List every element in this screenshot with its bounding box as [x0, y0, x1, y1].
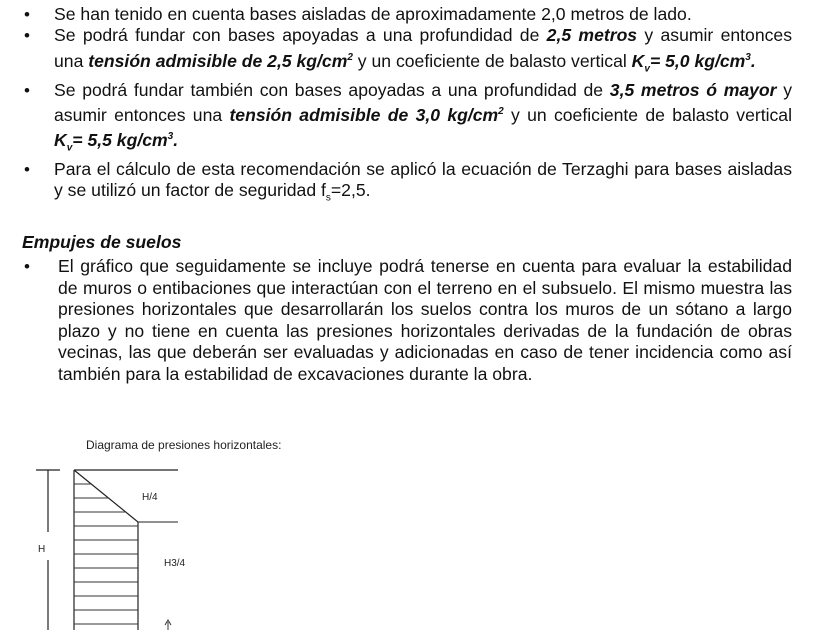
- wall-outline: [74, 470, 178, 630]
- label-h: H: [38, 544, 46, 555]
- bullet-item-bases: • Se han tenido en cuenta bases aisladas de aproximadamente 2,0 metros de lado.: [22, 4, 792, 25]
- pressure-diagram: [28, 462, 228, 630]
- bullet-list-earth-pressure: [22, 256, 792, 386]
- bullet-item-depth-2-5: • Se podrá fundar con bases apoyadas a una profundidad de 2,5 metros y asumir entonces una tensión admisible de 2,5 $kg/cm^2$ y un coeficiente de balasto vertical $K_v= 5,0$ $kg/cm^3$.: [22, 25, 792, 79]
- quarter-height-marker: [138, 522, 178, 630]
- pressure-hatching: [74, 484, 138, 624]
- section-title: Empujes de suelos: [22, 232, 182, 252]
- label-h-quarter: H/4: [142, 492, 158, 503]
- bullet-item-earth-pressure: • El gráfico que seguidamente se incluye podrá tenerse en cuenta para evaluar la estabilidad de muros o entibaciones que interactúan con el terreno en el subsuelo. El mismo muestra las presiones horizontales que desarrollarán los suelos contra los muros de un sótano a largo plazo y no tiene en cuenta las presiones horizontales derivadas de la fundación de obras vecinas, las que deberán ser evaluadas y adicionadas en caso de tener incidencia como así también para la estabilidad de excavaciones durante la obra.: [22, 256, 792, 386]
- diagram-title: Diagrama de presiones horizontales:: [86, 438, 282, 452]
- bullet-item-depth-3-5: • Se podrá fundar también con bases apoyadas a una profundidad de 3,5 metros ó mayor y asumir entonces una tensión admisible de 3,0 $kg/cm^2$ y un coeficiente de balasto vertical $K_v= 5,5$ $kg/cm^3$.: [22, 80, 792, 159]
- bullet-item-terzaghi: • Para el cálculo de esta recomendación se aplicó la ecuación de Terzaghi para bases aisladas y se utilizó un factor de seguridad $f_s=2,5$.: [22, 159, 792, 209]
- label-h-three-quarters: H3/4: [164, 558, 186, 569]
- bullet-list-foundations: [22, 4, 792, 209]
